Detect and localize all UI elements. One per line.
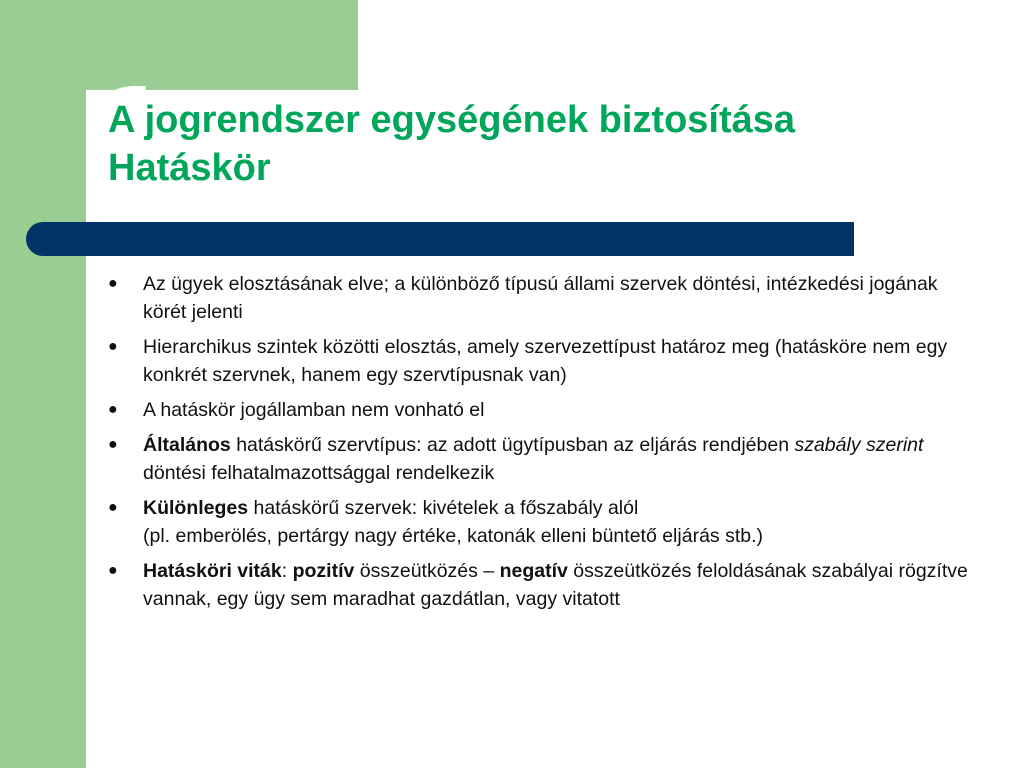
bullet-text: hatáskörű szervtípus: az adott ügytípusban az eljárás rendjében	[230, 434, 795, 456]
slide-title-line-1: A jogrendszer egységének biztosítása	[108, 99, 796, 141]
bullet-text: Az ügyek elosztásának elve; a különböző típusú állami szervek döntési, intézkedési jogának körét jelenti	[143, 273, 938, 323]
decorative-green-block	[0, 0, 358, 90]
slide-title	[108, 96, 988, 192]
bullet-bold-term: Különleges	[143, 497, 249, 519]
bullet-dot-icon: ●	[108, 401, 118, 418]
bullet-dot-icon: ●	[108, 275, 118, 292]
decorative-green-strip	[0, 0, 86, 768]
bullet-bold-term: negatív	[499, 560, 568, 582]
slide-title-line-2: Hatáskör	[108, 147, 271, 189]
bullet-item-2	[108, 333, 968, 389]
bullet-bold-term: pozitív	[292, 560, 355, 582]
bullet-item-6	[108, 557, 968, 613]
bullet-text: döntési felhatalmazottsággal rendelkezik	[143, 462, 495, 484]
bullet-list	[108, 270, 968, 620]
bullet-dot-icon: ●	[108, 338, 118, 355]
bullet-item-4	[108, 431, 968, 487]
bullet-text: A hatáskör jogállamban nem vonható el	[143, 399, 485, 421]
bullet-dot-icon: ●	[108, 499, 118, 516]
bullet-text: összeütközés feloldásának szabályai rögzítve vannak, egy ügy sem maradhat gazdátlan, vagy vitatott	[143, 560, 968, 610]
bullet-text: összeütközés –	[354, 560, 500, 582]
bullet-item-5	[108, 494, 968, 550]
bullet-text: (pl. emberölés, pertárgy nagy értéke, katonák elleni büntető eljárás stb.)	[143, 525, 764, 547]
bullet-dot-icon: ●	[108, 436, 118, 453]
bullet-separator: :	[281, 560, 293, 582]
decorative-navy-bar	[26, 222, 854, 256]
bullet-text: hatáskörű szervek: kivételek a főszabály alól	[248, 497, 639, 519]
bullet-text: Hierarchikus szintek közötti elosztás, amely szervezettípust határoz meg (hatásköre nem egy konkrét szervnek, hanem egy szervtípusnak van)	[143, 336, 948, 386]
bullet-item-3	[108, 396, 968, 424]
bullet-bold-term: Hatásköri viták	[143, 560, 282, 582]
bullet-item-1	[108, 270, 968, 326]
bullet-bold-term: Általános	[143, 434, 231, 456]
bullet-italic-term: szabály szerint	[794, 434, 924, 456]
bullet-dot-icon: ●	[108, 562, 118, 579]
